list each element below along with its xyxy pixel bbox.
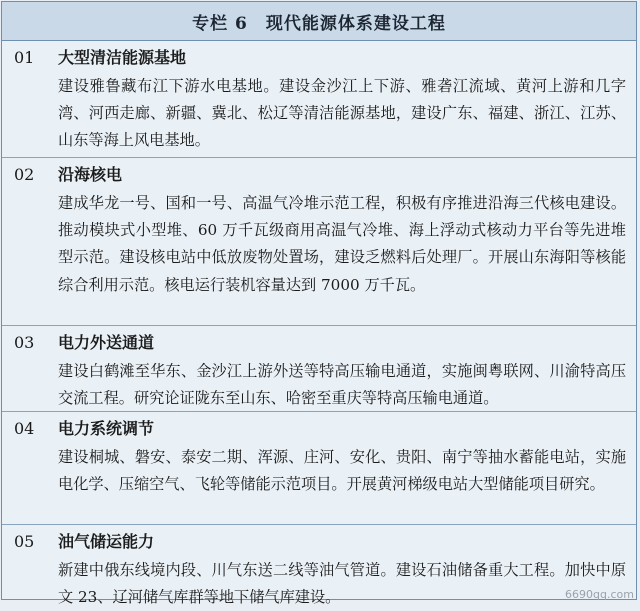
section-title: 油气储运能力 <box>58 532 155 551</box>
section-title: 电力系统调节 <box>58 419 155 438</box>
section-05 <box>2 525 636 607</box>
section-01 <box>2 41 636 158</box>
section-body: 建设桐城、磐安、泰安二期、浑源、庄河、安化、贵阳、南宁等抽水蓄能电站，实施电化学、压缩空气、飞轮等储能示范项目。开展黄河梯级电站大型储能项目研究。 <box>58 448 626 494</box>
section-number: 03 <box>14 333 35 352</box>
section-04 <box>2 412 636 525</box>
section-title: 电力外送通道 <box>58 333 155 352</box>
column-title: 专栏 6 现代能源体系建设工程 <box>2 2 636 41</box>
section-title: 沿海核电 <box>58 165 123 184</box>
section-title: 大型清洁能源基地 <box>58 48 187 67</box>
section-number: 02 <box>14 165 35 184</box>
section-number: 01 <box>14 48 35 67</box>
section-02 <box>2 158 636 326</box>
site-watermark: 6690qq.com <box>565 588 634 601</box>
section-number: 04 <box>14 419 35 438</box>
section-03 <box>2 326 636 412</box>
section-body: 建成华龙一号、国和一号、高温气冷堆示范工程，积极有序推进沿海三代核电建设。推动模块式小型堆、60 万千瓦级商用高温气冷堆、海上浮动式核动力平台等先进堆型示范。建设核电站中低放废物处置场，建设乏燃料后处理厂。开展山东海阳等核能综合利用示范。核电运行装机容量达到 7000 万千瓦。 <box>58 194 626 294</box>
special-column-box <box>1 1 637 607</box>
section-body: 建设白鹤滩至华东、金沙江上游外送等特高压输电通道，实施闽粤联网、川渝特高压交流工程。研究论证陇东至山东、哈密至重庆等特高压输电通道。 <box>58 362 626 408</box>
section-body: 建设雅鲁藏布江下游水电基地。建设金沙江上下游、雅砻江流域、黄河上游和几字湾、河西走廊、新疆、冀北、松辽等清洁能源基地，建设广东、福建、浙江、江苏、山东等海上风电基地。 <box>58 77 626 150</box>
section-number: 05 <box>14 532 35 551</box>
section-body: 新建中俄东线境内段、川气东送二线等油气管道。建设石油储备重大工程。加快中原文 23、辽河储气库群等地下储气库建设。 <box>58 561 626 607</box>
